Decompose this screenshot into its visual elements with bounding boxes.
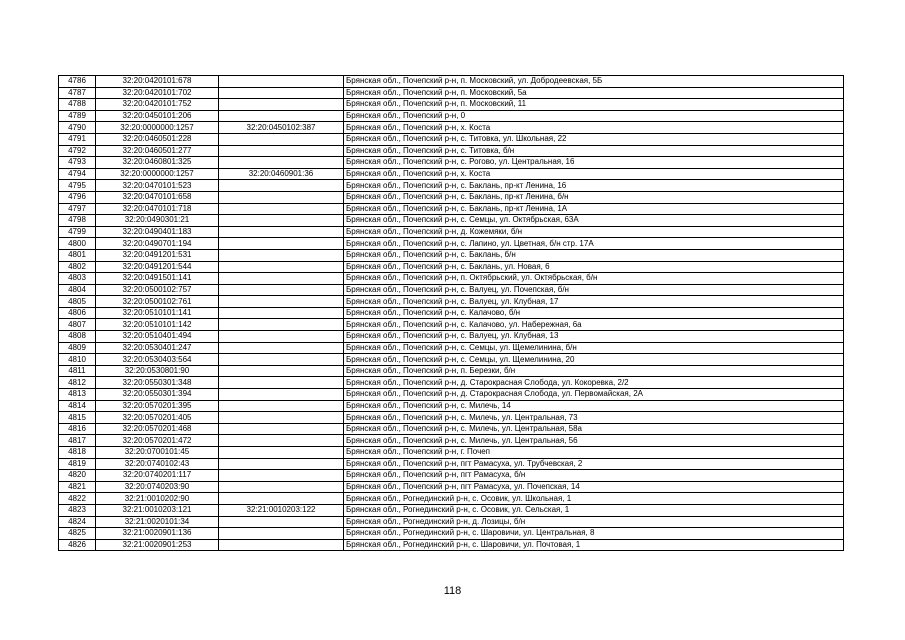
address-cell: Брянская обл., Почепский р-н, с. Баклань, пр-кт Ленина, 1А — [344, 203, 844, 215]
row-number-cell: 4812 — [59, 377, 96, 389]
row-number-cell: 4809 — [59, 342, 96, 354]
row-number-cell: 4799 — [59, 226, 96, 238]
parent-cadastral-cell — [219, 261, 344, 273]
cadastral-number-cell: 32:21:0020901:136 — [96, 528, 219, 540]
cadastral-number-cell: 32:20:0470101:718 — [96, 203, 219, 215]
address-cell: Брянская обл., Почепский р-н, с. Титовка, ул. Школьная, 22 — [344, 133, 844, 145]
address-cell: Брянская обл., Почепский р-н, пгт Рамасуха, ул. Трубчевская, 2 — [344, 458, 844, 470]
cadastral-number-cell: 32:20:0450101:206 — [96, 110, 219, 122]
parent-cadastral-cell — [219, 180, 344, 192]
parent-cadastral-cell — [219, 354, 344, 366]
cadastral-number-cell: 32:20:0470101:523 — [96, 180, 219, 192]
cadastral-number-cell: 32:20:0570201:405 — [96, 412, 219, 424]
table-row — [59, 215, 844, 227]
cadastral-number-cell: 32:20:0530801:90 — [96, 365, 219, 377]
table-row — [59, 528, 844, 540]
cadastral-number-cell: 32:20:0420101:678 — [96, 76, 219, 88]
address-cell: Брянская обл., Почепский р-н, с. Валуец, ул. Клубная, 17 — [344, 296, 844, 308]
parent-cadastral-cell — [219, 412, 344, 424]
address-cell: Брянская обл., Рогнединский р-н, с. Шаровичи, ул. Центральная, 8 — [344, 528, 844, 540]
cadastral-number-cell: 32:20:0460501:228 — [96, 133, 219, 145]
table-row — [59, 365, 844, 377]
cadastral-number-cell: 32:20:0550301:394 — [96, 389, 219, 401]
table-row — [59, 157, 844, 169]
row-number-cell: 4802 — [59, 261, 96, 273]
cadastral-number-cell: 32:20:0000000:1257 — [96, 168, 219, 180]
cadastral-number-cell: 32:20:0420101:752 — [96, 99, 219, 111]
cadastral-number-cell: 32:20:0510101:141 — [96, 307, 219, 319]
parent-cadastral-cell — [219, 319, 344, 331]
table-row — [59, 412, 844, 424]
row-number-cell: 4822 — [59, 493, 96, 505]
parent-cadastral-cell — [219, 516, 344, 528]
parent-cadastral-cell — [219, 203, 344, 215]
address-cell: Брянская обл., Почепский р-н, с. Милечь, 14 — [344, 400, 844, 412]
parent-cadastral-cell — [219, 435, 344, 447]
parent-cadastral-cell — [219, 191, 344, 203]
row-number-cell: 4797 — [59, 203, 96, 215]
table-row — [59, 307, 844, 319]
cadastral-number-cell: 32:20:0491201:544 — [96, 261, 219, 273]
cadastral-number-cell: 32:20:0700101:45 — [96, 447, 219, 459]
cadastral-number-cell: 32:21:0020101:34 — [96, 516, 219, 528]
row-number-cell: 4791 — [59, 133, 96, 145]
cadastral-number-cell: 32:20:0570201:395 — [96, 400, 219, 412]
parent-cadastral-cell — [219, 539, 344, 551]
table-row — [59, 377, 844, 389]
address-cell: Брянская обл., Почепский р-н, с. Милечь, ул. Центральная, 56 — [344, 435, 844, 447]
table-row — [59, 284, 844, 296]
table-row — [59, 122, 844, 134]
cadastral-number-cell: 32:21:0020901:253 — [96, 539, 219, 551]
row-number-cell: 4806 — [59, 307, 96, 319]
cadastral-number-cell: 32:21:0010202:90 — [96, 493, 219, 505]
table-row — [59, 389, 844, 401]
table-row — [59, 458, 844, 470]
table-row — [59, 180, 844, 192]
parent-cadastral-cell — [219, 296, 344, 308]
row-number-cell: 4821 — [59, 481, 96, 493]
address-cell: Брянская обл., Почепский р-н, с. Семцы, ул. Октябрьская, 63А — [344, 215, 844, 227]
address-cell: Брянская обл., Почепский р-н, п. Октябрьский, ул. Октябрьская, б/н — [344, 273, 844, 285]
parent-cadastral-cell — [219, 528, 344, 540]
address-cell: Брянская обл., Почепский р-н, с. Баклань, ул. Новая, 6 — [344, 261, 844, 273]
row-number-cell: 4786 — [59, 76, 96, 88]
parent-cadastral-cell — [219, 481, 344, 493]
parent-cadastral-cell — [219, 342, 344, 354]
parent-cadastral-cell — [219, 493, 344, 505]
table-row — [59, 296, 844, 308]
row-number-cell: 4794 — [59, 168, 96, 180]
cadastral-number-cell: 32:20:0490301:21 — [96, 215, 219, 227]
row-number-cell: 4805 — [59, 296, 96, 308]
address-cell: Брянская обл., Почепский р-н, пгт Рамасуха, ул. Почепская, 14 — [344, 481, 844, 493]
table-row — [59, 168, 844, 180]
address-cell: Брянская обл., Рогнединский р-н, с. Осовик, ул. Сельская, 1 — [344, 504, 844, 516]
row-number-cell: 4824 — [59, 516, 96, 528]
cadastral-number-cell: 32:20:0490401:183 — [96, 226, 219, 238]
table-row — [59, 493, 844, 505]
address-cell: Брянская обл., Почепский р-н, п. Московский, 11 — [344, 99, 844, 111]
row-number-cell: 4811 — [59, 365, 96, 377]
cadastral-number-cell: 32:20:0740102:43 — [96, 458, 219, 470]
parent-cadastral-cell — [219, 423, 344, 435]
table-row — [59, 539, 844, 551]
table-row — [59, 261, 844, 273]
address-cell: Брянская обл., Почепский р-н, х. Коста — [344, 168, 844, 180]
parent-cadastral-cell — [219, 400, 344, 412]
cadastral-number-cell: 32:20:0491201:531 — [96, 249, 219, 261]
cadastral-number-cell: 32:20:0420101:702 — [96, 87, 219, 99]
cadastral-number-cell: 32:20:0530403:564 — [96, 354, 219, 366]
row-number-cell: 4823 — [59, 504, 96, 516]
parent-cadastral-cell — [219, 87, 344, 99]
row-number-cell: 4793 — [59, 157, 96, 169]
parent-cadastral-cell — [219, 133, 344, 145]
address-cell: Брянская обл., Почепский р-н, с. Семцы, ул. Щемелинина, 20 — [344, 354, 844, 366]
cadastral-number-cell: 32:21:0010203:121 — [96, 504, 219, 516]
row-number-cell: 4787 — [59, 87, 96, 99]
address-cell: Брянская обл., Почепский р-н, с. Баклань, б/н — [344, 249, 844, 261]
cadastral-number-cell: 32:20:0460501:277 — [96, 145, 219, 157]
registry-table — [58, 75, 844, 551]
address-cell: Брянская обл., Почепский р-н, с. Калачово, ул. Набережная, 6а — [344, 319, 844, 331]
row-number-cell: 4826 — [59, 539, 96, 551]
row-number-cell: 4814 — [59, 400, 96, 412]
cadastral-number-cell: 32:20:0740201:117 — [96, 470, 219, 482]
parent-cadastral-cell — [219, 284, 344, 296]
address-cell: Брянская обл., Почепский р-н, д. Кожемяки, б/н — [344, 226, 844, 238]
parent-cadastral-cell — [219, 99, 344, 111]
row-number-cell: 4796 — [59, 191, 96, 203]
row-number-cell: 4818 — [59, 447, 96, 459]
row-number-cell: 4816 — [59, 423, 96, 435]
parent-cadastral-cell — [219, 331, 344, 343]
address-cell: Брянская обл., Почепский р-н, 0 — [344, 110, 844, 122]
table-row — [59, 110, 844, 122]
cadastral-number-cell: 32:20:0570201:468 — [96, 423, 219, 435]
row-number-cell: 4792 — [59, 145, 96, 157]
parent-cadastral-cell — [219, 226, 344, 238]
table-row — [59, 87, 844, 99]
row-number-cell: 4825 — [59, 528, 96, 540]
address-cell: Брянская обл., Почепский р-н, с. Лапино, ул. Цветная, б/н стр. 17А — [344, 238, 844, 250]
row-number-cell: 4807 — [59, 319, 96, 331]
parent-cadastral-cell — [219, 458, 344, 470]
row-number-cell: 4800 — [59, 238, 96, 250]
table-row — [59, 423, 844, 435]
table-row — [59, 504, 844, 516]
row-number-cell: 4803 — [59, 273, 96, 285]
parent-cadastral-cell — [219, 377, 344, 389]
row-number-cell: 4804 — [59, 284, 96, 296]
parent-cadastral-cell — [219, 157, 344, 169]
address-cell: Брянская обл., Почепский р-н, с. Баклань, пр-кт Ленина, б/н — [344, 191, 844, 203]
address-cell: Брянская обл., Почепский р-н, с. Титовка, б/н — [344, 145, 844, 157]
address-cell: Брянская обл., Почепский р-н, д. Старокрасная Слобода, ул. Первомайская, 2А — [344, 389, 844, 401]
table-row — [59, 76, 844, 88]
parent-cadastral-cell: 32:20:0460901:36 — [219, 168, 344, 180]
parent-cadastral-cell: 32:20:0450102:387 — [219, 122, 344, 134]
parent-cadastral-cell — [219, 145, 344, 157]
table-row — [59, 481, 844, 493]
table-row — [59, 191, 844, 203]
table-row — [59, 133, 844, 145]
cadastral-number-cell: 32:20:0500102:761 — [96, 296, 219, 308]
parent-cadastral-cell — [219, 470, 344, 482]
parent-cadastral-cell — [219, 307, 344, 319]
table-row — [59, 331, 844, 343]
address-cell: Брянская обл., Почепский р-н, с. Семцы, ул. Щемелинина, б/н — [344, 342, 844, 354]
table-row — [59, 447, 844, 459]
parent-cadastral-cell — [219, 76, 344, 88]
table-row — [59, 273, 844, 285]
row-number-cell: 4788 — [59, 99, 96, 111]
address-cell: Брянская обл., Почепский р-н, п. Московский, 5а — [344, 87, 844, 99]
address-cell: Брянская обл., Рогнединский р-н, с. Шаровичи, ул. Почтовая, 1 — [344, 539, 844, 551]
row-number-cell: 4789 — [59, 110, 96, 122]
address-cell: Брянская обл., Почепский р-н, п. Московский, ул. Добродеевская, 5Б — [344, 76, 844, 88]
address-cell: Брянская обл., Почепский р-н, с. Калачово, б/н — [344, 307, 844, 319]
cadastral-number-cell: 32:20:0470101:658 — [96, 191, 219, 203]
row-number-cell: 4801 — [59, 249, 96, 261]
address-cell: Брянская обл., Почепский р-н, с. Рогово, ул. Центральная, 16 — [344, 157, 844, 169]
registry-table-body — [59, 76, 844, 551]
cadastral-number-cell: 32:20:0500102:757 — [96, 284, 219, 296]
address-cell: Брянская обл., Рогнединский р-н, с. Осовик, ул. Школьная, 1 — [344, 493, 844, 505]
parent-cadastral-cell — [219, 273, 344, 285]
page-number: 118 — [443, 585, 462, 597]
address-cell: Брянская обл., Почепский р-н, х. Коста — [344, 122, 844, 134]
row-number-cell: 4808 — [59, 331, 96, 343]
table-row — [59, 435, 844, 447]
row-number-cell: 4815 — [59, 412, 96, 424]
address-cell: Брянская обл., Почепский р-н, пгт Рамасуха, б/н — [344, 470, 844, 482]
row-number-cell: 4819 — [59, 458, 96, 470]
row-number-cell: 4795 — [59, 180, 96, 192]
parent-cadastral-cell — [219, 249, 344, 261]
parent-cadastral-cell — [219, 447, 344, 459]
parent-cadastral-cell — [219, 389, 344, 401]
cadastral-number-cell: 32:20:0510401:494 — [96, 331, 219, 343]
parent-cadastral-cell — [219, 365, 344, 377]
cadastral-number-cell: 32:20:0550301:348 — [96, 377, 219, 389]
table-row — [59, 145, 844, 157]
table-row — [59, 342, 844, 354]
table-row — [59, 249, 844, 261]
table-row — [59, 400, 844, 412]
row-number-cell: 4798 — [59, 215, 96, 227]
table-row — [59, 203, 844, 215]
row-number-cell: 4810 — [59, 354, 96, 366]
table-row — [59, 354, 844, 366]
parent-cadastral-cell — [219, 238, 344, 250]
cadastral-number-cell: 32:20:0740203:90 — [96, 481, 219, 493]
table-row — [59, 319, 844, 331]
cadastral-number-cell: 32:20:0000000:1257 — [96, 122, 219, 134]
table-row — [59, 99, 844, 111]
row-number-cell: 4820 — [59, 470, 96, 482]
cadastral-number-cell: 32:20:0530401:247 — [96, 342, 219, 354]
cadastral-number-cell: 32:20:0510101:142 — [96, 319, 219, 331]
parent-cadastral-cell: 32:21:0010203:122 — [219, 504, 344, 516]
address-cell: Брянская обл., Почепский р-н, с. Баклань, пр-кт Ленина, 16 — [344, 180, 844, 192]
address-cell: Брянская обл., Рогнединский р-н, д. Лозицы, б/н — [344, 516, 844, 528]
parent-cadastral-cell — [219, 110, 344, 122]
row-number-cell: 4813 — [59, 389, 96, 401]
table-row — [59, 226, 844, 238]
parent-cadastral-cell — [219, 215, 344, 227]
address-cell: Брянская обл., Почепский р-н, с. Милечь, ул. Центральная, 58а — [344, 423, 844, 435]
cadastral-number-cell: 32:20:0460801:325 — [96, 157, 219, 169]
address-cell: Брянская обл., Почепский р-н, г. Почеп — [344, 447, 844, 459]
row-number-cell: 4790 — [59, 122, 96, 134]
address-cell: Брянская обл., Почепский р-н, д. Старокрасная Слобода, ул. Кокоревка, 2/2 — [344, 377, 844, 389]
cadastral-number-cell: 32:20:0570201:472 — [96, 435, 219, 447]
address-cell: Брянская обл., Почепский р-н, п. Березки, б/н — [344, 365, 844, 377]
address-cell: Брянская обл., Почепский р-н, с. Милечь, ул. Центральная, 73 — [344, 412, 844, 424]
table-row — [59, 516, 844, 528]
address-cell: Брянская обл., Почепский р-н, с. Валуец, ул. Почепская, б/н — [344, 284, 844, 296]
row-number-cell: 4817 — [59, 435, 96, 447]
cadastral-number-cell: 32:20:0491501:141 — [96, 273, 219, 285]
address-cell: Брянская обл., Почепский р-н, с. Валуец, ул. Клубная, 13 — [344, 331, 844, 343]
table-row — [59, 238, 844, 250]
table-row — [59, 470, 844, 482]
cadastral-number-cell: 32:20:0490701:194 — [96, 238, 219, 250]
